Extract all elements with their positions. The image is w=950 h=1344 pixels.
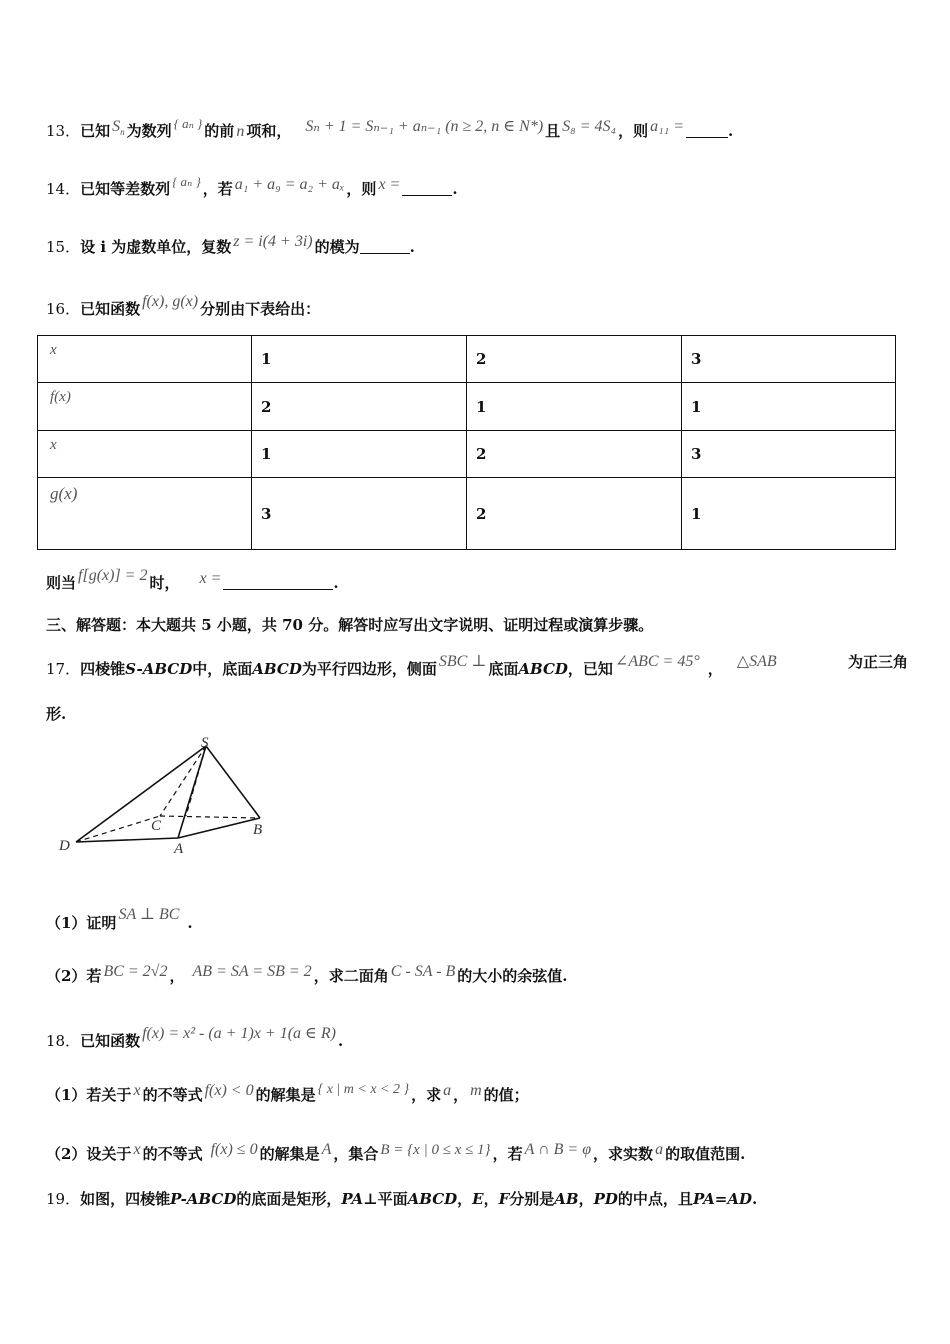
q13-text: ，则 — [618, 122, 649, 140]
q15-text: 的模为 — [314, 238, 360, 256]
q18p2-math-intersection: A ∩ B = φ — [524, 1141, 592, 1158]
edge-cb — [160, 816, 260, 818]
table-cell: 1 — [682, 478, 896, 550]
q14-period: . — [452, 180, 458, 198]
q18p1-math-a: a — [443, 1082, 452, 1099]
q18p1-text: 的解集是 — [255, 1086, 316, 1104]
q18p1-math-m: m — [470, 1082, 482, 1099]
q13-math-seq: { aₙ } — [173, 116, 203, 131]
q14-text: ，则 — [346, 180, 377, 198]
height-line — [186, 746, 206, 816]
label-b: B — [253, 822, 263, 838]
q16b-text: 则当 — [46, 574, 77, 592]
q13-number: 13． — [46, 122, 81, 140]
q19-name: E — [472, 1190, 484, 1208]
q19-name: PA — [341, 1190, 364, 1208]
q16b-period: . — [333, 574, 339, 592]
q18p1-text: 的不等式 — [142, 1086, 203, 1104]
table-cell: 2 — [467, 478, 682, 550]
q18-number: 18． — [46, 1032, 81, 1050]
q18p2-math-b-set: B = {x | 0 ≤ x ≤ 1} — [380, 1142, 491, 1158]
q19-text: 分别是 — [509, 1190, 555, 1208]
q19-text: 的中点，且 — [617, 1190, 693, 1208]
q18-math-function: f(x) = x² - (a + 1)x + 1(a ∈ R) — [142, 1025, 336, 1042]
table-cell: 1 — [252, 431, 467, 478]
q15-answer-blank[interactable] — [360, 239, 410, 254]
edge-sc — [160, 746, 206, 816]
table-row — [38, 431, 896, 478]
q19-text: ， — [483, 1190, 499, 1208]
question-18 — [46, 1023, 343, 1051]
q16-text: 分别由下表给出： — [200, 300, 321, 318]
label-d: D — [59, 838, 70, 854]
question-19 — [46, 1188, 757, 1209]
q15-math-complex: z = i(4 + 3i) — [233, 233, 313, 250]
q17p1-math: SA ⊥ BC — [118, 906, 180, 923]
q17-text: 为正三角 — [847, 653, 908, 671]
table-row — [38, 478, 896, 550]
q18-period: . — [337, 1032, 344, 1050]
q17p2-text: 的大小的余弦值. — [457, 967, 568, 985]
q18p2-text: ，求实数 — [593, 1145, 654, 1163]
q19-name: AB — [554, 1190, 579, 1208]
section-3-heading: 三、解答题：本大题共 5 小题，共 70 分。解答时应写出文字说明、证明过程或演算步骤。 — [46, 616, 654, 634]
q18p1-text: ，求 — [411, 1086, 442, 1104]
q14-text: 已知等差数列 — [80, 180, 171, 198]
question-16-followup — [46, 567, 339, 593]
q17-part-2 — [46, 963, 568, 986]
edge-da — [76, 838, 178, 842]
q16-text: 已知函数 — [80, 300, 141, 318]
q13-text: 且 — [545, 122, 561, 140]
q17-text: 为平行四边形，侧面 — [301, 660, 437, 678]
q19-name: ABCD — [407, 1190, 458, 1208]
q17-text: 中，底面 — [192, 660, 253, 678]
edge-sb — [206, 746, 260, 818]
q17-math-perp: SBC ⊥ — [438, 653, 487, 670]
q17-continuation: 形. — [46, 705, 67, 723]
q13-math-sn — [112, 118, 125, 138]
q17p2-text: （2）若 — [46, 967, 102, 985]
q18p1-text: 的值； — [483, 1086, 529, 1104]
q16-number: 16． — [46, 300, 81, 318]
edge-ab — [178, 818, 263, 838]
table-cell: 2 — [467, 336, 682, 383]
q13-math-a11: a₁₁ = — [650, 118, 685, 135]
question-15 — [46, 233, 415, 257]
q17p2-text: ，求二面角 — [313, 967, 389, 985]
q19-text: ， — [578, 1190, 594, 1208]
q17-text: 四棱锥 — [80, 660, 126, 678]
label-a: A — [174, 841, 184, 857]
table-cell: 1 — [252, 336, 467, 383]
q18p1-math-x: x — [133, 1082, 141, 1099]
question-17 — [46, 651, 906, 679]
q15-period: . — [409, 238, 415, 256]
q17-math-triangle: △SAB — [736, 653, 777, 670]
q13-text: 项和， — [246, 122, 292, 140]
q19-name: F — [498, 1190, 510, 1208]
q18p2-math-a-set: A — [321, 1141, 332, 1158]
label-c: C — [151, 818, 162, 834]
table-cell: 1 — [682, 383, 896, 431]
q16-math-functions: f(x), g(x) — [142, 293, 199, 310]
q18p2-text: 的不等式 — [142, 1145, 203, 1163]
question-13 — [46, 116, 733, 141]
q16b-math-composite: f[g(x)] = 2 — [78, 567, 148, 584]
q16b-text: 时， — [149, 574, 180, 592]
q15-text: 设 i 为虚数单位，复数 — [80, 238, 232, 256]
q13-math-n: n — [236, 123, 245, 140]
q13-math-condition: S₈ = 4S₄ — [562, 118, 617, 135]
q18p2-math-x: x — [133, 1141, 141, 1158]
table-cell: 3 — [682, 431, 896, 478]
q19-name: PA=AD — [692, 1190, 752, 1208]
q16b-math-x: x = — [199, 570, 222, 587]
table-row — [38, 336, 896, 383]
q16b-answer-blank[interactable] — [223, 575, 333, 590]
q18-text: 已知函数 — [80, 1032, 141, 1050]
q19-text: 的底面是矩形， — [236, 1190, 342, 1208]
edge-sa — [178, 746, 206, 838]
q17p1-period: . — [187, 914, 193, 932]
q17p2-math-bc: BC = 2√2 — [103, 963, 168, 980]
q14-answer-blank[interactable] — [402, 181, 452, 196]
q19-name: P-ABCD — [170, 1190, 237, 1208]
q13-text: 为数列 — [126, 122, 172, 140]
q17p2-math-dihedral: C - SA - B — [390, 963, 456, 980]
q18p2-text: 的取值范围. — [665, 1145, 746, 1163]
q17-text: 底面 — [488, 660, 519, 678]
q18p2-text: 的解集是 — [259, 1145, 320, 1163]
q18-part-1 — [46, 1082, 529, 1105]
q13-period: . — [728, 122, 734, 140]
edge-sd — [76, 746, 206, 842]
q18p1-math-inequality: f(x) < 0 — [204, 1082, 254, 1099]
q17p1-text: （1）证明 — [46, 914, 117, 932]
q17-part-1 — [46, 904, 193, 933]
q13-text: 的前 — [204, 122, 235, 140]
q18p1-text: （1）若关于 — [46, 1086, 132, 1104]
q18p1-math-set: { x | m < x < 2 } — [317, 1082, 410, 1097]
q17-math-angle: ∠ABC = 45° — [614, 653, 700, 670]
label-s: S — [201, 735, 209, 751]
q13-math-sub: n — [120, 127, 125, 138]
q18p2-text: （2）设关于 — [46, 1145, 132, 1163]
q14-math-seq: { aₙ } — [172, 174, 201, 189]
q13-math-s: S — [112, 118, 121, 135]
table-header-cell: x — [38, 336, 252, 383]
edge-dc — [76, 816, 160, 842]
q18-part-2 — [46, 1141, 745, 1164]
q19-period: . — [751, 1190, 758, 1208]
table-header-cell: f(x) — [38, 383, 252, 431]
q18p2-text: ，若 — [492, 1145, 523, 1163]
q17-name: ABCD — [252, 660, 302, 678]
table-cell: 2 — [467, 431, 682, 478]
q14-number: 14． — [46, 180, 81, 198]
table-header-cell: g(x) — [38, 478, 252, 550]
q19-text: ⊥平面 — [363, 1190, 408, 1208]
q14-text: ，若 — [202, 180, 233, 198]
q14-math-equation: a₁ + a₉ = a₂ + aₓ — [234, 176, 345, 193]
q18p1-text: ， — [453, 1086, 469, 1104]
q13-math-recurrence: Sₙ + 1 = Sₙ₋₁ + aₙ₋₁ (n ≥ 2, n ∈ N*) — [305, 118, 544, 135]
question-14 — [46, 174, 458, 199]
q18p2-math-a: a — [655, 1141, 664, 1158]
q17-text: ， — [707, 660, 723, 678]
q19-number: 19． — [46, 1190, 81, 1208]
table-cell: 2 — [252, 383, 467, 431]
table-cell: 3 — [252, 478, 467, 550]
q17-text: ，已知 — [567, 660, 613, 678]
question-16 — [46, 293, 320, 319]
table-row — [38, 383, 896, 431]
q18p2-text: ，集合 — [333, 1145, 379, 1163]
table-cell: 3 — [682, 336, 896, 383]
table-header-cell: x — [38, 431, 252, 478]
table-cell: 1 — [467, 383, 682, 431]
q17p2-math-sides: AB = SA = SB = 2 — [192, 963, 312, 980]
pyramid-figure — [50, 732, 280, 857]
q19-text: 如图，四棱锥 — [80, 1190, 171, 1208]
q13-answer-blank[interactable] — [686, 123, 728, 138]
q17-name: S-ABCD — [125, 660, 193, 678]
q17p2-text: ， — [169, 967, 185, 985]
q17-name: ABCD — [518, 660, 568, 678]
q14-math-x: x = — [378, 176, 401, 193]
function-table — [37, 335, 896, 550]
q17-number: 17． — [46, 660, 81, 678]
q18p2-math-inequality: f(x) ≤ 0 — [210, 1141, 258, 1158]
q19-text: ， — [457, 1190, 473, 1208]
q19-name: PD — [593, 1190, 618, 1208]
q15-number: 15． — [46, 238, 81, 256]
q13-text: 已知 — [80, 122, 111, 140]
